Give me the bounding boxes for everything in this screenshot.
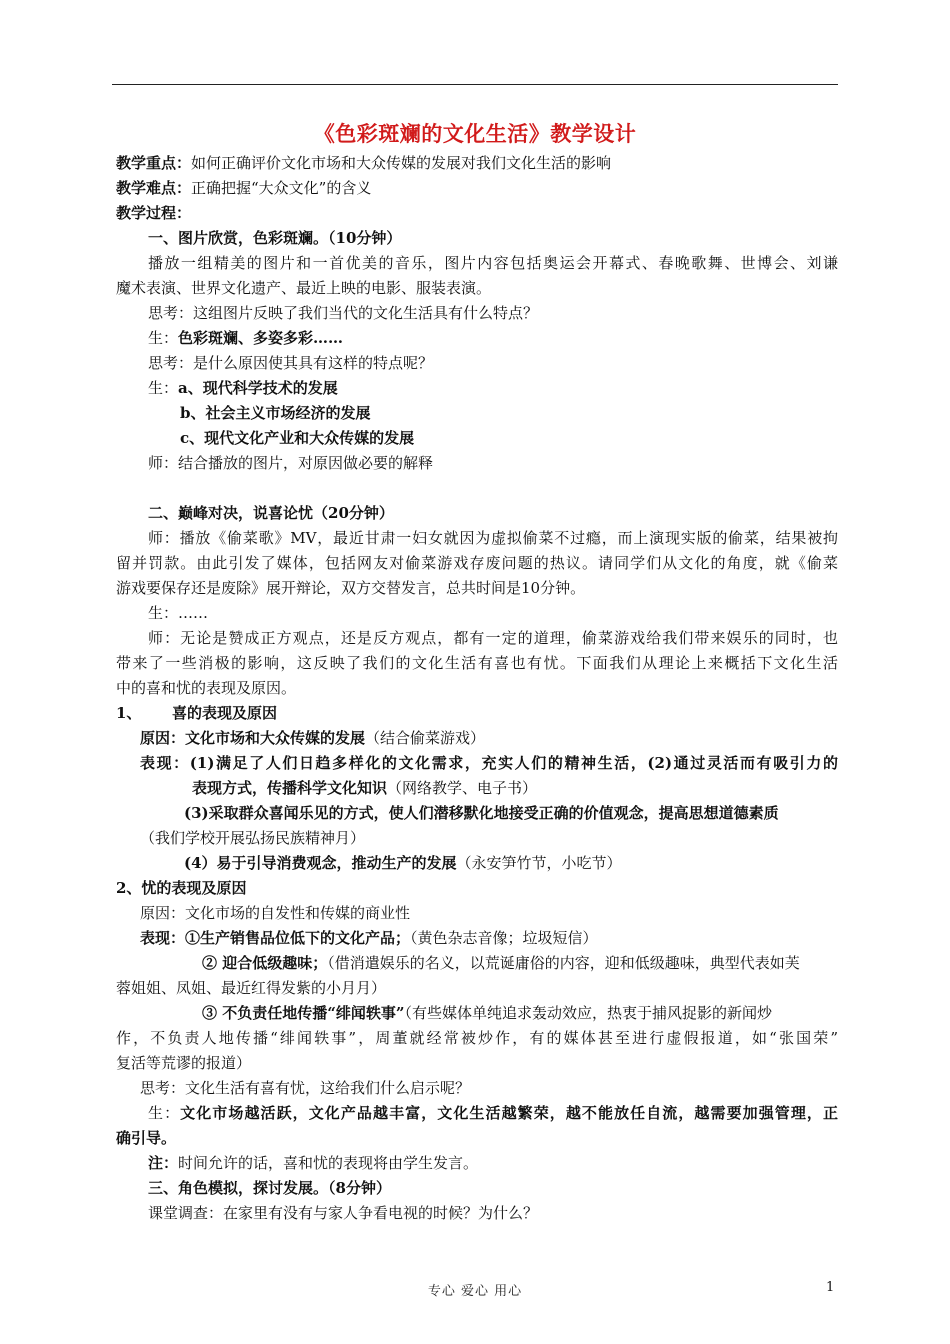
document-title: 《色彩斑斓的文化生活》教学设计	[313, 121, 637, 146]
key-point-line	[116, 153, 611, 173]
joy-show-b-bold: 表现方式，传播科学文化知识	[192, 779, 388, 797]
section2-student: 生：……	[148, 604, 209, 622]
section1-paragraph-line1: 播放一组精美的图片和一首优美的音乐，图片内容包括奥运会开幕式、春晚歌舞、世博会、刘谦	[148, 254, 838, 272]
worry-cause: 原因：文化市场的自发性和传媒的商业性	[140, 904, 411, 922]
joy-number: 1、	[116, 704, 142, 722]
joy-show-line1: 表现：(1)满足了人们日趋多样化的文化需求，充实人们的精神生活，(2)通过灵活而有吸引力的	[140, 754, 838, 772]
section3-heading: 三、角色模拟，探讨发展。（8分钟）	[148, 1179, 391, 1197]
answer-prefix: 生：	[148, 1104, 181, 1122]
section1-answer2	[148, 378, 338, 398]
answer-bold-a: 文化市场越活跃，文化产品越丰富，文化生活越繁荣，越不能放任自流，越需要加强管理，正	[180, 1104, 838, 1122]
section1-teacher: 师：结合播放的图片，对原因做必要的解释	[148, 454, 434, 472]
answer1-prefix: 生：	[148, 329, 179, 347]
section1-paragraph-line2: 魔术表演、世界文化遗产、最近上映的电影、服装表演。	[116, 279, 492, 297]
difficulty-line	[116, 178, 371, 198]
answer2-prefix: 生：	[148, 379, 179, 397]
section2-answer-line2: 确引导。	[116, 1129, 177, 1147]
section2-note	[148, 1153, 478, 1173]
worry-show-2	[202, 953, 800, 973]
section2-p1-line2: 留并罚款。由此引发了媒体，包括网友对偷菜游戏存废问题的热议。请同学们从文化的角度，就《偷菜	[116, 554, 838, 572]
worry-show-3-cont1: 作，不负责人地传播“绯闻轶事”，周董就经常被炒作，有的媒体甚至进行虚假报道，如“张国荣”	[116, 1029, 838, 1047]
key-point-text: 如何正确评价文化市场和大众传媒的发展对我们文化生活的影响	[191, 154, 612, 172]
answer1-text: 色彩斑斓、多姿多彩……	[178, 329, 344, 347]
worry-show-3-cont2: 复活等荒谬的报道）	[116, 1054, 252, 1072]
section2-p2-line2: 带来了一些消极的影响，这反映了我们的文化生活有喜也有忧。下面我们从理论上来概括下文化生活	[116, 654, 838, 672]
worry-show-2-bold: ② 迎合低级趣味；	[202, 954, 328, 972]
note-text: 时间允许的话，喜和忧的表现将由学生发言。	[178, 1154, 479, 1172]
difficulty-label: 教学难点：	[116, 179, 192, 197]
worry-show-2-note: （借消遣娱乐的名义，以荒诞庸俗的内容，迎和低级趣味，典型代表如芙	[327, 954, 800, 972]
joy-cause-note: （结合偷菜游戏）	[365, 729, 486, 747]
section2-p2-line3: 中的喜和忧的表现及原因。	[116, 679, 297, 697]
joy-show-line3: (3)采取群众喜闻乐见的方式，使人们潜移默化地接受正确的价值观念，提高思想道德素质	[184, 804, 779, 822]
section1-question1: 思考：这组图片反映了我们当代的文化生活具有什么特点？	[148, 304, 539, 322]
worry-show-3	[202, 1003, 772, 1023]
worry-show-1-bold: 表现：①生产销售品位低下的文化产品；	[140, 929, 411, 947]
worry-show-3-bold: ③ 不负责任地传播“绯闻轶事”	[202, 1004, 405, 1022]
section3-survey: 课堂调查：在家里有没有与家人争看电视的时候？为什么？	[148, 1204, 539, 1222]
joy-cause	[140, 728, 485, 748]
joy-show-line2	[192, 778, 537, 798]
answer2-item-c: c、现代文化产业和大众传媒的发展	[180, 429, 415, 447]
worry-show-1-note: （黄色杂志音像；垃圾短信）	[410, 929, 598, 947]
page-footer: 专心 爱心 用心	[427, 1284, 523, 1299]
joy-title: 喜的表现及原因	[172, 704, 278, 722]
section2-think: 思考：文化生活有喜有忧，这给我们什么启示呢？	[140, 1079, 471, 1097]
answer2-item-a: a、现代科学技术的发展	[178, 379, 338, 397]
worry-show-2-cont: 蓉姐姐、凤姐、最近红得发紫的小月月）	[116, 979, 387, 997]
joy-cause-bold: 原因：文化市场和大众传媒的发展	[140, 729, 366, 747]
joy-show-line3-note: （我们学校开展弘扬民族精神月）	[140, 829, 366, 847]
section2-heading: 二、巅峰对决，说喜论忧（20分钟）	[148, 504, 394, 522]
page-number: 1	[826, 1280, 835, 1295]
worry-show-1	[140, 928, 598, 948]
worry-show-3-note: （有些媒体单纯追求轰动效应，热衷于捕风捉影的新闻炒	[404, 1004, 772, 1022]
joy-show-d-note: （永安笋竹节，小吃节）	[456, 854, 622, 872]
process-label: 教学过程：	[116, 204, 192, 222]
joy-show-b-note: （网络教学、电子书）	[387, 779, 538, 797]
section1-heading: 一、图片欣赏，色彩斑斓。（10分钟）	[148, 229, 402, 247]
section2-p1-line3: 游戏要保存还是废除》展开辩论，双方交替发言，总共时间是10分钟。	[116, 579, 586, 597]
worry-title: 2、忧的表现及原因	[116, 879, 247, 897]
joy-show-d-bold: (4）易于引导消费观念，推动生产的发展	[184, 854, 457, 872]
section2-p2-line1: 师：无论是赞成正方观点，还是反方观点，都有一定的道理，偷菜游戏给我们带来娱乐的同时，也	[148, 629, 838, 647]
section2-p1-line1: 师：播放《偷菜歌》MV，最近甘肃一妇女就因为虚拟偷菜不过瘾，而上演现实版的偷菜，结果被拘	[148, 529, 838, 547]
section2-answer-line1	[148, 1103, 838, 1123]
header-rule	[112, 84, 838, 85]
answer2-item-b: b、社会主义市场经济的发展	[180, 404, 371, 422]
section1-answer1	[148, 328, 343, 348]
difficulty-text: 正确把握“大众文化”的含义	[191, 179, 372, 197]
joy-show-line4	[184, 853, 622, 873]
note-label: 注：	[148, 1154, 179, 1172]
section1-question2: 思考：是什么原因使其具有这样的特点呢？	[148, 354, 434, 372]
key-point-label: 教学重点：	[116, 154, 192, 172]
